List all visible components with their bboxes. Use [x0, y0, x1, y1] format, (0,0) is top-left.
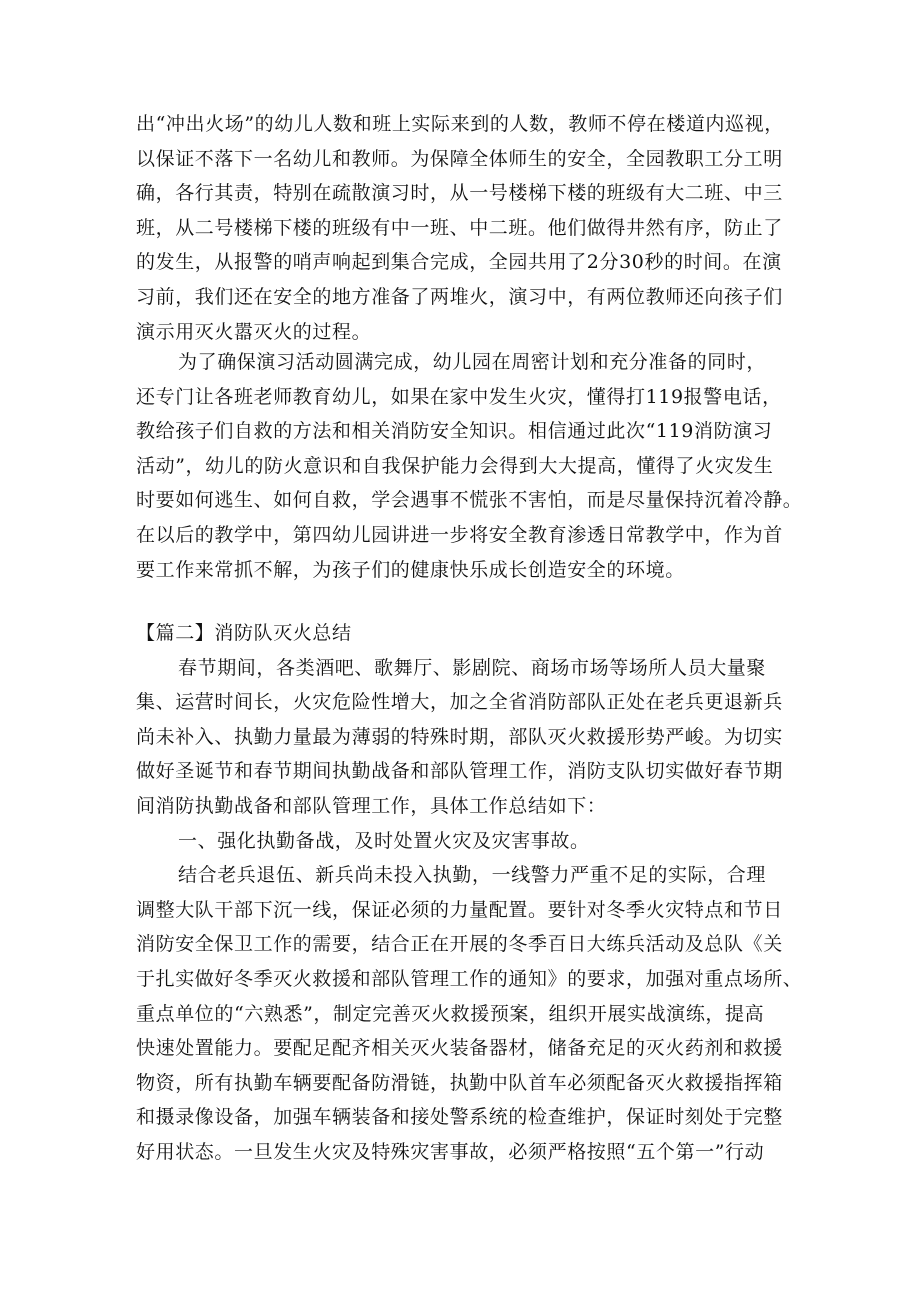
paragraph-line: 班，从二号楼梯下楼的班级有中一班、中二班。他们做得井然有序，防止了	[136, 216, 783, 239]
paragraph-line: 出“冲出火场”的幼儿人数和班上实际来到的人数，教师不停在楼道内巡视，	[136, 113, 784, 135]
section-part-two	[136, 616, 803, 1170]
paragraph-line: 时要如何逃生、如何自救，学会遇事不慌张不害怕，而是尽量保持沉着冷静。	[136, 489, 803, 512]
paragraph-line: 物资，所有执勤车辆要配备防滑链，执勤中队首车必须配备灭火救援指挥箱	[136, 1071, 783, 1094]
paragraph-line: 间消防执勤战备和部队管理工作，具体工作总结如下：	[136, 794, 607, 817]
paragraph-line: 集、运营时间长，火灾危险性增大，加之全省消防部队正处在老兵更退新兵	[136, 691, 783, 714]
paragraph-line: 尚未补入、执勤力量最为薄弱的特殊时期，部队灭火救援形势严峻。为切实	[136, 725, 783, 748]
paragraph-line: 和摄录像设备，加强车辆装备和接处警系统的检查维护，保证时刻处于完整	[136, 1106, 783, 1129]
paragraph-drill-summary	[136, 345, 803, 587]
paragraph-line: 春节期间，各类酒吧、歌舞厅、影剧院、商场市场等场所人员大量聚	[178, 656, 767, 679]
paragraph-line: 还专门让各班老师教育幼儿，如果在家中发生火灾，懂得打119报警电话，	[136, 385, 782, 408]
paragraph-line: 演示用灭火嚣灭火的过程。	[136, 320, 372, 343]
paragraph-fire-drill-continuation	[136, 107, 796, 349]
paragraph-line: 重点单位的“六熟悉”，制定完善灭火救援预案，组织开展实战演练，提高	[136, 1002, 765, 1025]
paragraph-line: 的发生，从报警的哨声响起到集合完成，全园共用了2分30秒的时间。在演	[136, 251, 782, 274]
paragraph-line: 结合老兵退伍、新兵尚未投入执勤，一线警力严重不足的实际，合理	[178, 864, 767, 887]
paragraph-line: 快速处置能力。要配足配齐相关灭火装备器材，储备充足的灭火药剂和救援	[136, 1037, 783, 1060]
paragraph-line: 好用状态。一旦发生火灾及特殊灾害事故，必须严格按照“五个第一”行动	[136, 1140, 765, 1163]
paragraph-line: 教给孩子们自救的方法和相关消防安全知识。相信通过此次“119消防演习	[136, 420, 773, 443]
subheading: 一、强化执勤备战，及时处置火灾及灾害事故。	[178, 829, 590, 852]
paragraph-line: 确，各行其责，特别在疏散演习时，从一号楼梯下楼的班级有大二班、中三	[136, 182, 783, 205]
paragraph-line: 为了确保演习活动圆满完成，幼儿园在周密计划和充分准备的同时，	[178, 351, 767, 373]
paragraph-line: 活动”，幼儿的防火意识和自我保护能力会得到大大提高，懂得了火灾发生	[136, 454, 774, 477]
paragraph-line: 消防安全保卫工作的需要，结合正在开展的冬季百日大练兵活动及总队《关	[136, 933, 783, 956]
paragraph-line: 在以后的教学中，第四幼儿园讲进一步将安全教育渗透日常教学中，作为首	[136, 523, 783, 546]
paragraph-line: 于扎实做好冬季灭火救援和部队管理工作的通知》的要求，加强对重点场所、	[136, 967, 803, 990]
paragraph-line: 以保证不落下一名幼儿和教师。为保障全体师生的安全，全园教职工分工明	[136, 147, 783, 170]
paragraph-line: 习前，我们还在安全的地方准备了两堆火，演习中，有两位教师还向孩子们	[136, 285, 783, 308]
paragraph-line: 做好圣诞节和春节期间执勤战备和部队管理工作，消防支队切实做好春节期	[136, 760, 783, 783]
section-heading: 【篇二】消防队灭火总结	[136, 622, 352, 644]
paragraph-line: 要工作来常抓不解，为孩子们的健康快乐成长创造安全的环境。	[136, 558, 685, 581]
paragraph-line: 调整大队干部下沉一线，保证必须的力量配置。要针对冬季火灾特点和节日	[136, 898, 783, 921]
